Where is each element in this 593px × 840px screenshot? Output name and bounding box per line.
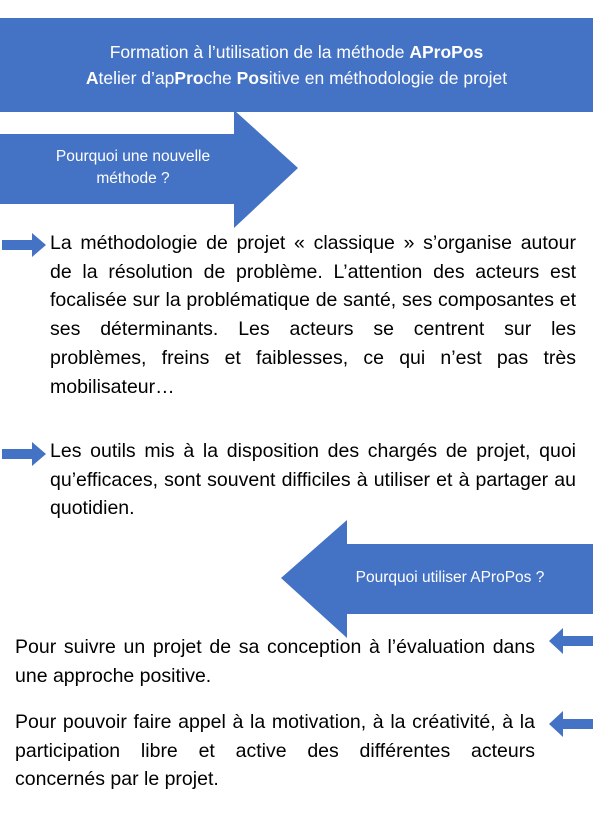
header-part: A <box>85 68 99 88</box>
header-part: Pos <box>236 68 269 88</box>
section2-paragraph-1: Pour suivre un projet de sa conception à l’évaluation dans une approche positive. <box>15 636 535 687</box>
header-part: che <box>203 68 237 88</box>
header-title-line2 <box>86 65 507 91</box>
left-arrow-icon <box>549 711 593 737</box>
section2-heading: Pourquoi utiliser AProPos ? <box>355 569 545 586</box>
right-arrow-icon <box>2 233 46 257</box>
section1-paragraph-1: La méthodologie de projet « classique » s’organise autour de la résolution de problème. L’attention des acteurs est focalisée sur la problématique de santé, ses composantes et ses déterminants. Les acteurs se centrent sur les problèmes, freins et faiblesses, ce qui n’est pas très mobilisateur… <box>50 232 576 398</box>
left-arrow-icon <box>549 628 593 654</box>
header-part: telier d’ap <box>98 68 175 88</box>
section1-paragraph-2: Les outils mis à la disposition des chargés de projet, quoi qu’efficaces, sont souvent difficiles à utiliser et à partager au quotidien. <box>50 440 576 520</box>
right-arrow-icon <box>2 442 46 466</box>
section2-paragraph-2: Pour pouvoir faire appel à la motivation, à la créativité, à la participation libre et active des différentes acteurs concernés par le projet. <box>15 711 535 791</box>
header-banner <box>0 18 593 112</box>
section1-heading: Pourquoi une nouvelle méthode ? <box>55 148 211 187</box>
header-part: itive en méthodologie de projet <box>268 68 508 88</box>
header-title-line1: Formation à l’utilisation de la méthode AProPos <box>109 42 484 62</box>
header-part: Pro <box>174 68 204 88</box>
